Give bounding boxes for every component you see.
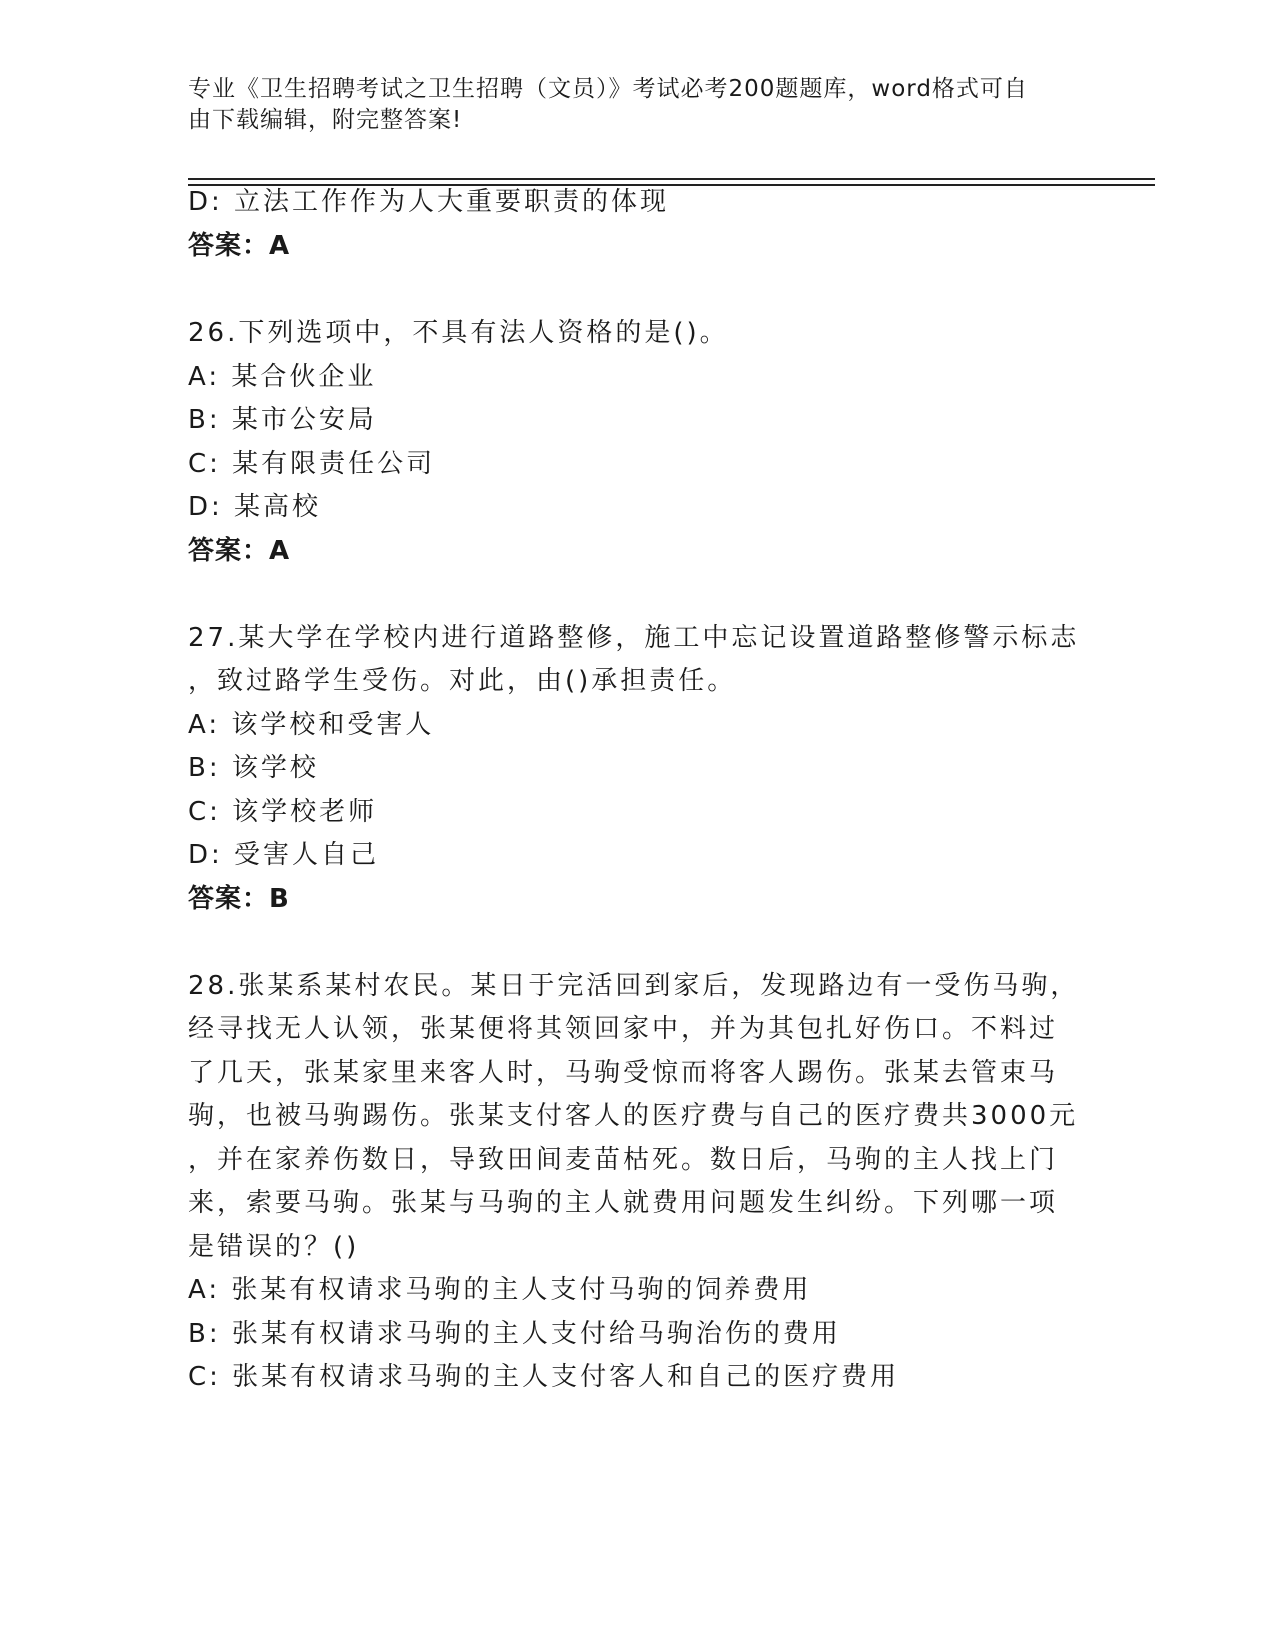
q28-stem-line-6: 来，索要马驹。张某与马驹的主人就费用问题发生纠纷。下列哪一项 (188, 1188, 1059, 1218)
q26-option-a: A: 某合伙企业 (188, 362, 377, 392)
header-line-2: 由下载编辑，附完整答案! (188, 107, 463, 133)
q28-option-b: B: 张某有权请求马驹的主人支付给马驹治伤的费用 (188, 1319, 841, 1349)
header-line-1: 专业《卫生招聘考试之卫生招聘（文员）》考试必考200题题库，word格式可自 (188, 76, 1028, 102)
q27-option-d: D: 受害人自己 (188, 840, 380, 870)
q26-answer: 答案：A (188, 536, 291, 566)
q28-option-a: A: 张某有权请求马驹的主人支付马驹的饲养费用 (188, 1275, 812, 1305)
q28-stem-line-5: ，并在家养伤数日，导致田间麦苗枯死。数日后，马驹的主人找上门 (188, 1145, 1059, 1175)
q26-option-d: D: 某高校 (188, 492, 322, 522)
q27-stem-line-2: ，致过路学生受伤。对此，由()承担责任。 (188, 666, 737, 696)
q27-answer: 答案：B (188, 884, 290, 914)
prev-question-answer: 答案：A (188, 231, 291, 261)
header-divider-top (188, 178, 1155, 180)
q27-option-c: C: 该学校老师 (188, 797, 378, 827)
q26-stem: 26.下列选项中，不具有法人资格的是()。 (188, 318, 729, 348)
q27-stem-line-1: 27.某大学在学校内进行道路整修，施工中忘记设置道路整修警示标志 (188, 623, 1080, 653)
prev-question-option-d: D: 立法工作作为人大重要职责的体现 (188, 187, 670, 217)
q26-option-b: B: 某市公安局 (188, 405, 377, 435)
q27-option-a: A: 该学校和受害人 (188, 710, 435, 740)
q28-stem-line-4: 驹，也被马驹踢伤。张某支付客人的医疗费与自己的医疗费共3000元 (188, 1101, 1079, 1131)
document-header (188, 74, 1068, 136)
q27-option-b: B: 该学校 (188, 753, 319, 783)
q28-stem-line-3: 了几天，张某家里来客人时，马驹受惊而将客人踢伤。张某去管束马 (188, 1058, 1059, 1088)
q28-stem-line-2: 经寻找无人认领，张某便将其领回家中，并为其包扎好伤口。不料过 (188, 1014, 1059, 1044)
q28-option-c: C: 张某有权请求马驹的主人支付客人和自己的医疗费用 (188, 1362, 900, 1392)
q28-stem-line-7: 是错误的？() (188, 1232, 360, 1262)
q26-option-c: C: 某有限责任公司 (188, 449, 436, 479)
q28-stem-line-1: 28.张某系某村农民。某日于完活回到家后，发现路边有一受伤马驹， (188, 971, 1080, 1001)
